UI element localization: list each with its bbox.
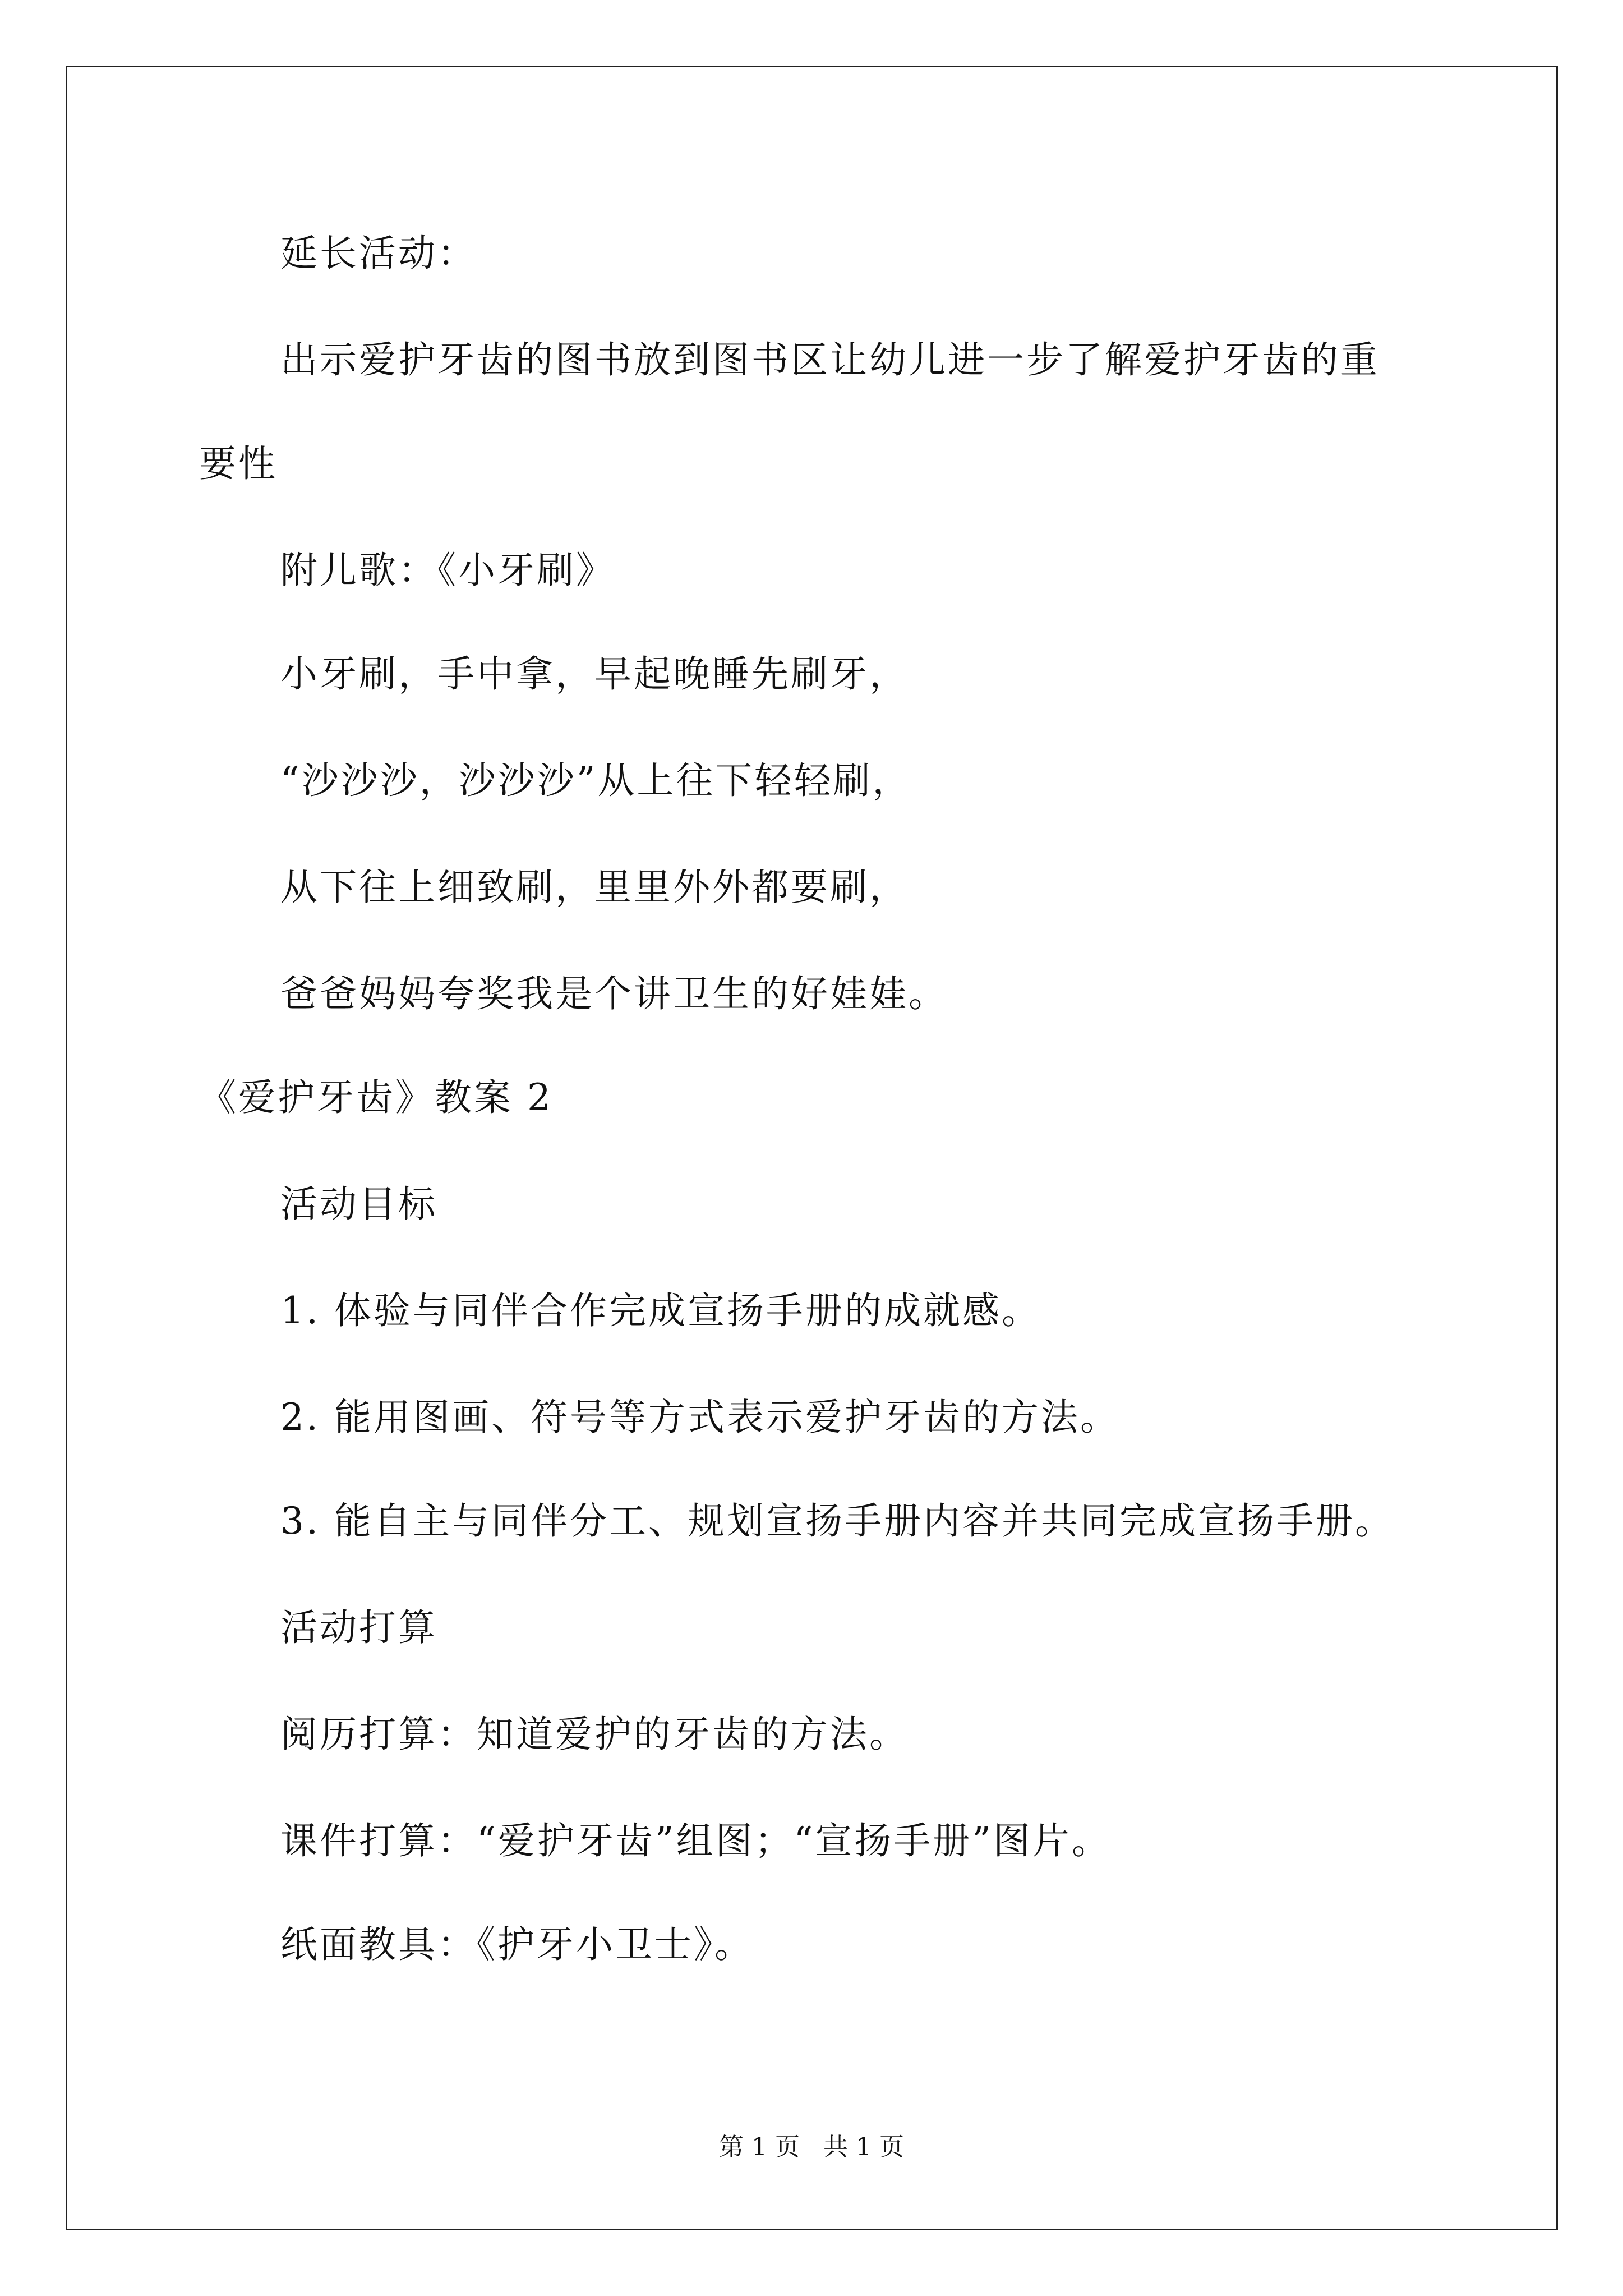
prep-item-courseware: 课件打算：“爱护牙齿”组图；“宣扬手册”图片。 — [280, 1819, 1111, 1862]
page-number-footer: 第 1 页 共 1 页 — [719, 2133, 904, 2161]
page-border — [66, 66, 1558, 2230]
prep-item-experience: 阅历打算：知道爱护的牙齿的方法。 — [280, 1713, 909, 1756]
text-line-show-books: 出示爱护牙齿的图书放到图书区让幼儿进一步了解爱护牙齿的重 — [280, 338, 1380, 381]
text-line-song-verse-4: 爸爸妈妈夸奖我是个讲卫生的好娃娃。 — [280, 972, 948, 1015]
text-line-extension-activity-heading: 延长活动： — [280, 232, 477, 275]
text-line-importance: 要性 — [199, 442, 278, 485]
text-line-song-verse-2: “沙沙沙，沙沙沙”从上往下轻轻刷， — [280, 759, 912, 802]
goal-item-1: 1. 体验与同伴合作完成宣扬手册的成就感。 — [280, 1289, 1041, 1332]
text-line-song-verse-3: 从下往上细致刷，里里外外都要刷， — [280, 866, 909, 909]
heading-activity-goals: 活动目标 — [280, 1182, 437, 1226]
goal-item-2: 2. 能用图画、符号等方式表示爱护牙齿的方法。 — [280, 1396, 1119, 1439]
heading-activity-preparation: 活动打算 — [280, 1606, 437, 1649]
text-line-song-verse-1: 小牙刷，手中拿，早起晚睡先刷牙， — [280, 652, 909, 696]
goal-item-3: 3. 能自主与同伴分工、规划宣扬手册内容并共同完成宣扬手册。 — [280, 1499, 1394, 1543]
text-line-song-title: 附儿歌：《小牙刷》 — [280, 549, 615, 592]
prep-item-paper-materials: 纸面教具：《护牙小卫士》。 — [280, 1923, 754, 1966]
section-title-lesson-plan-2: 《爱护牙齿》教案 2 — [199, 1076, 553, 1119]
